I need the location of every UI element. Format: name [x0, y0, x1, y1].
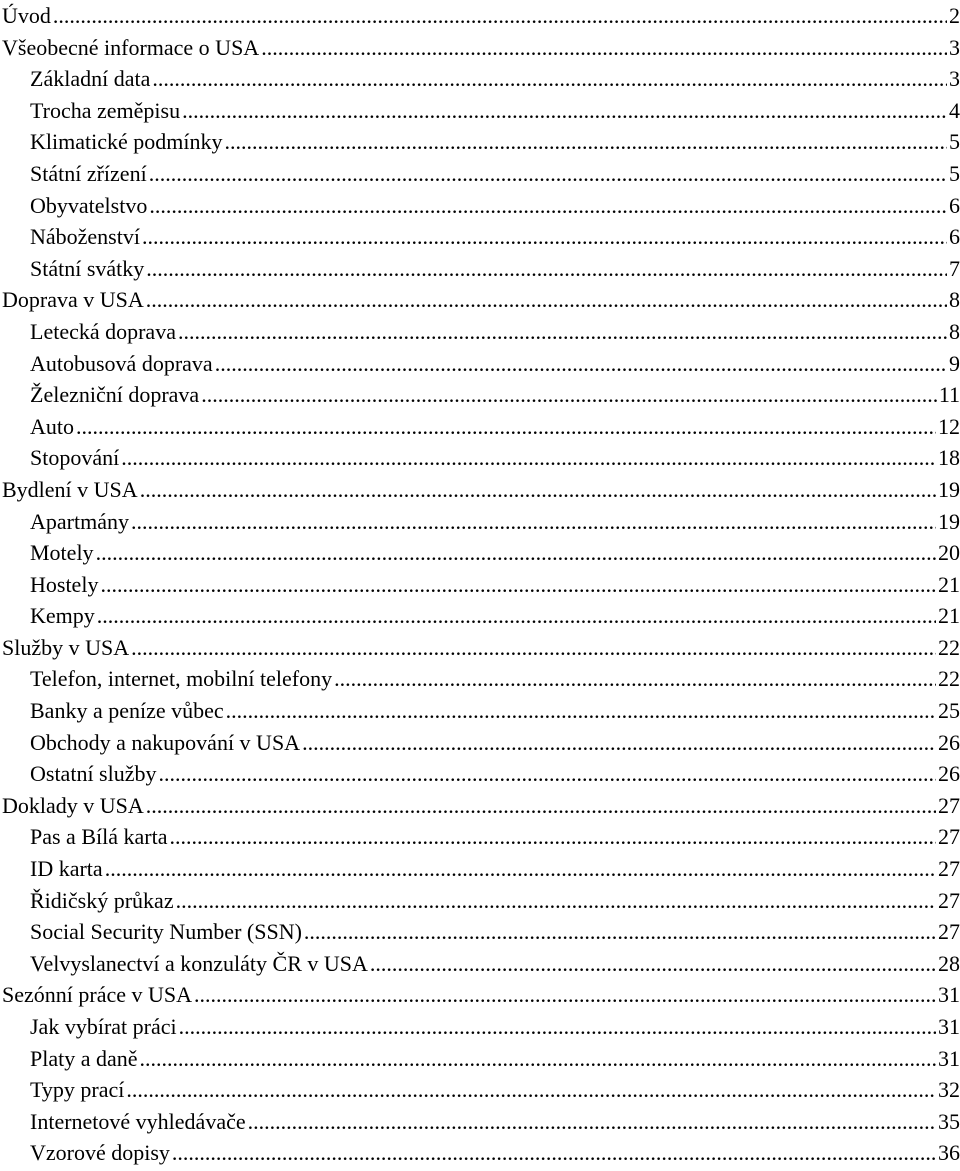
toc-page-number: 27	[938, 856, 960, 882]
toc-page-number: 35	[938, 1108, 960, 1134]
toc-subsection-entry[interactable]	[0, 727, 960, 759]
toc-section-entry[interactable]	[0, 979, 960, 1011]
toc-section-entry[interactable]	[0, 474, 960, 506]
toc-entry-title: Všeobecné informace o USA	[2, 34, 260, 60]
toc-dot-leader	[146, 253, 947, 285]
toc-entry-title: Sezónní práce v USA	[2, 982, 193, 1008]
toc-dot-leader	[53, 0, 947, 32]
toc-dot-leader	[131, 506, 936, 538]
toc-subsection-entry[interactable]	[0, 442, 960, 474]
toc-page-number: 5	[949, 160, 960, 186]
toc-dot-leader	[194, 979, 936, 1011]
toc-dot-leader	[304, 916, 936, 948]
toc-dot-leader	[100, 569, 936, 601]
toc-page-number: 18	[938, 445, 960, 471]
toc-dot-leader	[76, 411, 936, 443]
toc-subsection-entry[interactable]	[0, 221, 960, 253]
toc-subsection-entry[interactable]	[0, 569, 960, 601]
toc-page-number: 32	[938, 1077, 960, 1103]
toc-dot-leader	[149, 190, 947, 222]
toc-page-number: 12	[938, 413, 960, 439]
toc-section-entry[interactable]	[0, 790, 960, 822]
toc-entry-title: Autobusová doprava	[30, 350, 213, 376]
toc-subsection-entry[interactable]	[0, 600, 960, 632]
toc-entry-title: Vzorové dopisy	[30, 1140, 170, 1166]
toc-subsection-entry[interactable]	[0, 253, 960, 285]
toc-entry-title: Typy prací	[30, 1077, 125, 1103]
toc-entry-title: Trocha zeměpisu	[30, 97, 181, 123]
toc-subsection-entry[interactable]	[0, 316, 960, 348]
toc-subsection-entry[interactable]	[0, 885, 960, 917]
toc-page-number: 27	[938, 824, 960, 850]
toc-entry-title: Banky a peníze vůbec	[30, 698, 224, 724]
toc-dot-leader	[176, 885, 936, 917]
toc-page-number: 27	[938, 792, 960, 818]
toc-section-entry[interactable]	[0, 0, 960, 32]
toc-subsection-entry[interactable]	[0, 1137, 960, 1169]
toc-dot-leader	[152, 63, 947, 95]
toc-subsection-entry[interactable]	[0, 1011, 960, 1043]
toc-subsection-entry[interactable]	[0, 695, 960, 727]
toc-subsection-entry[interactable]	[0, 537, 960, 569]
toc-dot-leader	[215, 348, 947, 380]
toc-dot-leader	[178, 316, 947, 348]
toc-page-number: 8	[949, 318, 960, 344]
toc-page-number: 22	[938, 634, 960, 660]
toc-dot-leader	[201, 379, 937, 411]
toc-entry-title: Doklady v USA	[2, 792, 144, 818]
toc-page-number: 31	[938, 1014, 960, 1039]
toc-subsection-entry[interactable]	[0, 348, 960, 380]
toc-entry-title: Řidičský průkaz	[30, 887, 174, 913]
toc-dot-leader	[142, 221, 947, 253]
toc-page-number: 5	[949, 129, 960, 155]
toc-page-number: 22	[938, 666, 960, 692]
toc-entry-title: Hostely	[30, 571, 99, 597]
toc-entry-title: Stopování	[30, 445, 120, 471]
toc-dot-leader	[302, 727, 936, 759]
toc-entry-title: Auto	[30, 413, 74, 439]
toc-page-number: 3	[949, 66, 960, 92]
toc-entry-title: Železniční doprava	[30, 382, 200, 408]
toc-subsection-entry[interactable]	[0, 1074, 960, 1106]
toc-page-number: 2	[949, 3, 960, 28]
toc-dot-leader	[105, 853, 936, 885]
toc-subsection-entry[interactable]	[0, 1106, 960, 1138]
toc-dot-leader	[172, 1137, 936, 1169]
toc-page-number: 19	[938, 476, 960, 502]
toc-dot-leader	[159, 758, 937, 790]
toc-dot-leader	[140, 1043, 936, 1075]
toc-dot-leader	[182, 95, 947, 127]
toc-subsection-entry[interactable]	[0, 916, 960, 948]
toc-dot-leader	[96, 537, 936, 569]
toc-subsection-entry[interactable]	[0, 853, 960, 885]
toc-entry-title: Základní data	[30, 66, 151, 92]
toc-dot-leader	[121, 442, 936, 474]
toc-entry-title: Obchody a nakupování v USA	[30, 729, 301, 755]
toc-subsection-entry[interactable]	[0, 506, 960, 538]
toc-subsection-entry[interactable]	[0, 758, 960, 790]
toc-page-number: 20	[938, 540, 960, 566]
toc-subsection-entry[interactable]	[0, 821, 960, 853]
toc-entry-title: Bydlení v USA	[2, 476, 138, 502]
toc-subsection-entry[interactable]	[0, 663, 960, 695]
toc-page-number: 21	[938, 603, 960, 629]
toc-entry-title: Obyvatelstvo	[30, 192, 148, 218]
toc-dot-leader	[97, 600, 936, 632]
toc-entry-title: Doprava v USA	[2, 287, 144, 313]
toc-dot-leader	[131, 632, 936, 664]
toc-page-number: 19	[938, 508, 960, 534]
toc-entry-title: ID karta	[30, 856, 103, 882]
toc-dot-leader	[179, 1011, 936, 1043]
toc-entry-title: Státní svátky	[30, 255, 145, 281]
toc-entry-title: Kempy	[30, 603, 95, 629]
toc-entry-title: Náboženství	[30, 224, 140, 250]
toc-entry-title: Úvod	[2, 3, 51, 28]
toc-entry-title: Velvyslanectví a konzuláty ČR v USA	[30, 950, 368, 976]
toc-entry-title: Letecká doprava	[30, 318, 176, 344]
toc-entry-title: Motely	[30, 540, 94, 566]
toc-entry-title: Telefon, internet, mobilní telefony	[30, 666, 333, 692]
toc-dot-leader	[370, 948, 936, 980]
toc-page-number: 9	[949, 350, 960, 376]
toc-section-entry[interactable]	[0, 284, 960, 316]
toc-subsection-entry[interactable]	[0, 158, 960, 190]
toc-page-number: 31	[938, 982, 960, 1008]
toc-entry-title: Social Security Number (SSN)	[30, 919, 302, 945]
toc-dot-leader	[140, 474, 936, 506]
toc-dot-leader	[261, 32, 947, 64]
toc-dot-leader	[169, 821, 936, 853]
toc-page-number: 8	[949, 287, 960, 313]
toc-page-number: 4	[949, 97, 960, 123]
toc-page-number: 21	[938, 571, 960, 597]
toc-entry-title: Apartmány	[30, 508, 129, 534]
toc-page-number: 26	[938, 729, 960, 755]
toc-page-number: 25	[938, 698, 960, 724]
toc-dot-leader	[224, 126, 947, 158]
toc-subsection-entry[interactable]	[0, 379, 960, 411]
toc-section-entry[interactable]	[0, 632, 960, 664]
toc-page-number: 26	[938, 761, 960, 787]
toc-page-number: 6	[949, 224, 960, 250]
toc-entry-title: Internetové vyhledávače	[30, 1108, 246, 1134]
toc-entry-title: Jak vybírat práci	[30, 1014, 177, 1039]
toc-page-number: 27	[938, 887, 960, 913]
toc-dot-leader	[248, 1106, 936, 1138]
toc-subsection-entry[interactable]	[0, 190, 960, 222]
toc-page-number: 6	[949, 192, 960, 218]
toc-dot-leader	[149, 158, 947, 190]
toc-subsection-entry[interactable]	[0, 126, 960, 158]
toc-entry-title: Pas a Bílá karta	[30, 824, 168, 850]
toc-entry-title: Služby v USA	[2, 634, 130, 660]
toc-page-number: 27	[938, 919, 960, 945]
toc-entry-title: Ostatní služby	[30, 761, 157, 787]
toc-page-number: 3	[949, 34, 960, 60]
toc-dot-leader	[146, 284, 947, 316]
toc-dot-leader	[226, 695, 936, 727]
toc-page-number: 28	[938, 950, 960, 976]
toc-subsection-entry[interactable]	[0, 1043, 960, 1075]
toc-page-number: 31	[938, 1045, 960, 1071]
toc-page-number: 36	[938, 1140, 960, 1166]
toc-dot-leader	[146, 790, 936, 822]
toc-page-number: 7	[949, 255, 960, 281]
toc-subsection-entry[interactable]	[0, 948, 960, 980]
toc-subsection-entry[interactable]	[0, 411, 960, 443]
toc-entry-title: Státní zřízení	[30, 160, 147, 186]
toc-dot-leader	[126, 1074, 936, 1106]
toc-subsection-entry[interactable]	[0, 95, 960, 127]
toc-dot-leader	[334, 663, 936, 695]
toc-section-entry[interactable]	[0, 32, 960, 64]
toc-subsection-entry[interactable]	[0, 63, 960, 95]
toc-entry-title: Platy a daně	[30, 1045, 138, 1071]
toc-entry-title: Klimatické podmínky	[30, 129, 223, 155]
toc-page-number: 11	[938, 382, 960, 408]
